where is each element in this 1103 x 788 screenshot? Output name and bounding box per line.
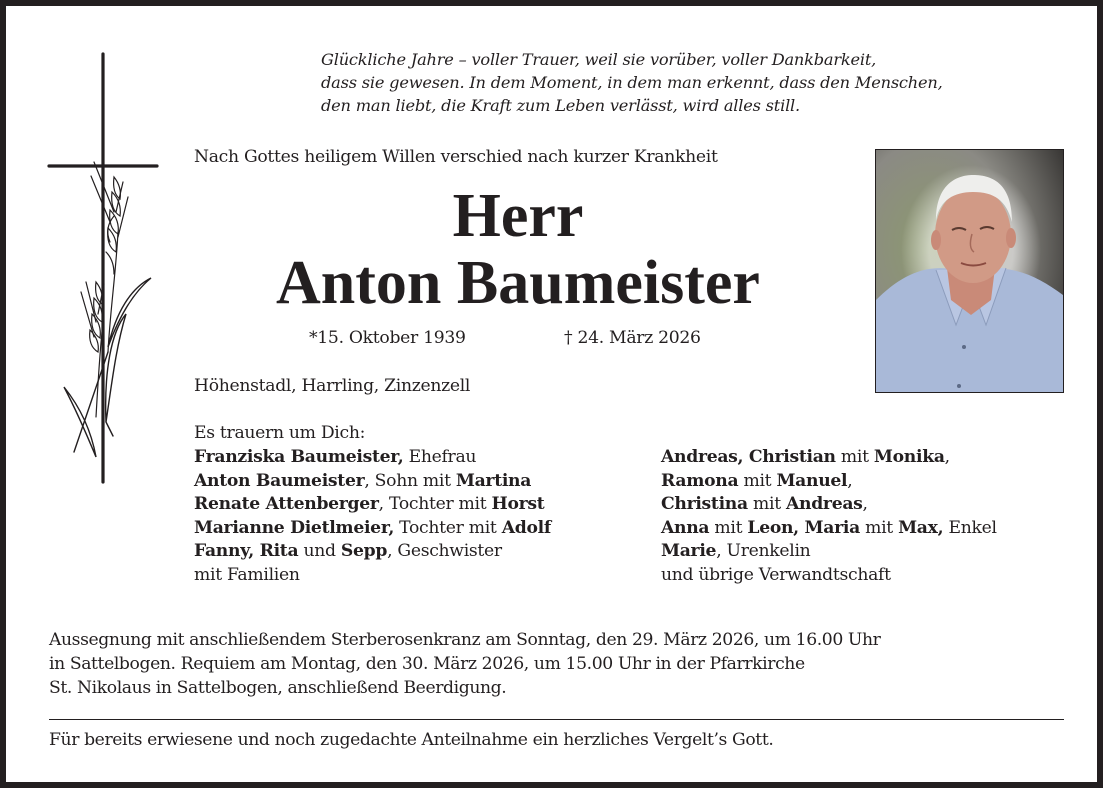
mourner-line	[661, 517, 1081, 541]
mourner-name: Franziska Baumeister,	[194, 447, 404, 467]
divider-line	[49, 719, 1064, 720]
mourner-relation: , Tochter mit	[378, 494, 492, 514]
mourner-line	[194, 470, 654, 494]
mourner-name: Christina	[661, 494, 748, 514]
salutation: Herr	[452, 182, 584, 250]
mourner-line	[661, 540, 1081, 564]
motto-line: Glückliche Jahre – voller Trauer, weil sie vorüber, voller Dankbarkeit,	[321, 50, 877, 69]
cross-with-wheat-icon	[46, 52, 161, 484]
mourner-name: Anna	[661, 517, 710, 538]
mourners-right-column	[661, 446, 1081, 587]
mourner-relation: mit	[747, 494, 786, 514]
mourner-name: Andreas, Christian	[661, 447, 836, 467]
service-line: St. Nikolaus in Sattelbogen, anschließend Beerdigung.	[49, 678, 507, 698]
mourner-name: Sepp	[340, 541, 388, 561]
mourner-relation: , Geschwister	[387, 541, 502, 561]
birth-date: *15. Oktober 1939	[309, 328, 466, 348]
mourner-relation: mit	[738, 470, 777, 491]
death-date: † 24. März 2026	[564, 328, 701, 348]
mourner-name: Horst	[491, 494, 545, 514]
mourner-relation: Ehefrau	[403, 447, 477, 467]
mourner-name: Ramona	[661, 470, 739, 491]
mourner-relation: , Urenkelin	[716, 541, 811, 561]
mourner-line	[194, 493, 654, 517]
mourner-name: Fanny, Rita	[194, 541, 299, 561]
mourner-name: Andreas	[785, 494, 863, 514]
mourner-line	[661, 564, 1081, 588]
mourners-heading: Es trauern um Dich:	[194, 423, 366, 443]
mourner-line	[194, 540, 654, 564]
mourner-name: Leon, Maria	[747, 517, 860, 538]
mourner-relation: und	[298, 541, 341, 561]
mourner-line	[194, 446, 654, 470]
mourner-line	[194, 517, 654, 541]
motto-line: dass sie gewesen. In dem Moment, in dem man erkennt, dass den Menschen,	[321, 73, 943, 92]
mourner-name: Max,	[898, 517, 944, 538]
mourner-relation: mit Familien	[194, 564, 300, 585]
home-places: Höhenstadl, Harrling, Zinzenzell	[194, 376, 471, 396]
motto-line: den man liebt, die Kraft zum Leben verlässt, wird alles still.	[321, 96, 800, 115]
mourner-name: Martina	[455, 470, 532, 491]
service-line: in Sattelbogen. Requiem am Montag, den 30. März 2026, um 15.00 Uhr in der Pfarrkirche	[49, 654, 805, 674]
service-details	[49, 628, 1079, 700]
mourner-line	[194, 564, 654, 588]
mourner-name: Adolf	[501, 517, 551, 538]
mourners-left-column	[194, 446, 654, 587]
portrait-photo	[875, 149, 1064, 393]
mourner-relation: ,	[944, 447, 950, 467]
mourner-relation: Enkel	[943, 517, 997, 538]
thanks-text: Für bereits erwiesene und noch zugedachte Anteilnahme ein herzliches Vergelt’s Gott.	[49, 730, 774, 750]
mourner-line	[661, 493, 1081, 517]
service-line: Aussegnung mit anschließendem Sterberosenkranz am Sonntag, den 29. März 2026, um 16.00 Uhr	[49, 630, 881, 650]
portrait-image	[876, 150, 1063, 392]
mourner-name: Anton Baumeister	[194, 470, 365, 491]
deceased-name: Anton Baumeister	[276, 249, 760, 317]
mourner-relation: Tochter mit	[394, 517, 502, 538]
mourner-relation: mit	[859, 517, 899, 538]
mourner-line	[661, 446, 1081, 470]
mourner-relation: mit	[835, 447, 874, 467]
mourner-name: Monika	[873, 447, 945, 467]
mourner-line	[661, 470, 1081, 494]
mourner-name: Marie	[661, 541, 717, 561]
intro-text: Nach Gottes heiligem Willen verschied nach kurzer Krankheit	[194, 147, 718, 167]
motto-quote	[321, 48, 1081, 117]
mourner-relation: ,	[862, 494, 868, 514]
mourner-name: Marianne Dietlmeier,	[194, 517, 395, 538]
mourner-relation: , Sohn mit	[364, 470, 456, 491]
mourner-name: Manuel	[776, 470, 848, 491]
mourner-name: Renate Attenberger	[194, 494, 379, 514]
mourner-relation: und übrige Verwandtschaft	[661, 564, 891, 585]
mourner-relation: mit	[709, 517, 748, 538]
mourner-relation: ,	[847, 470, 853, 491]
